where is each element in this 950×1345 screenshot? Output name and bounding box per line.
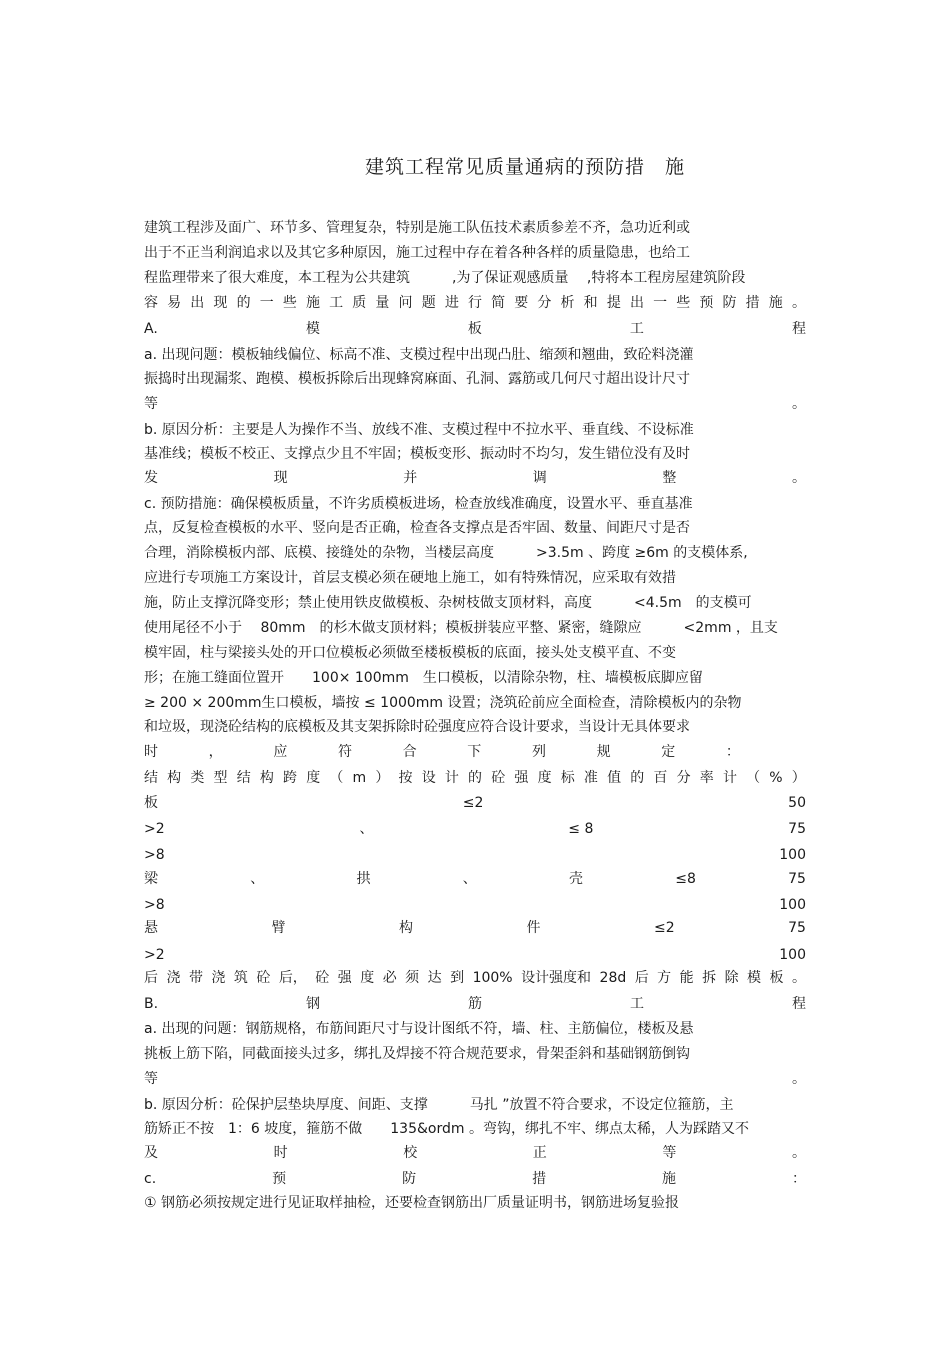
intro-line-4 <box>144 293 806 313</box>
text-token: 度 <box>306 770 321 786</box>
text-token: 下 <box>467 744 482 760</box>
section-b-heading <box>144 994 806 1014</box>
text-token: 浇 <box>166 970 181 986</box>
text-token: 后 <box>634 970 649 986</box>
table-row <box>144 895 806 915</box>
text-token: 。 <box>792 1071 806 1087</box>
text-token: ≤2 <box>462 795 484 811</box>
text-token: 标 <box>560 770 575 786</box>
text-token: 筋 <box>468 996 483 1012</box>
text-token: 类 <box>190 770 205 786</box>
bb-cause-end <box>144 1143 806 1163</box>
text-token: 进 <box>444 295 459 311</box>
c-measure-line-8: 形；在施工缝面位置开 100× 100mm 生口模板，以清除杂物，柱、墙模板底脚应留 <box>144 670 703 686</box>
text-token: >2 <box>144 821 165 837</box>
text-token: 计 <box>444 770 459 786</box>
c-measure-line-10: 和垃圾，现浇砼结构的底模板及其支架拆除时砼强度应符合设计要求，当设计无具体要求 <box>144 719 690 735</box>
a-problem-line-1: a. 出现问题：模板轴线偏位、标高不准、支模过程中出现凸肚、缩颈和翘曲，致砼料浇灌 <box>144 347 694 363</box>
text-token: 设计强度和 <box>521 970 592 986</box>
text-token: 100 <box>779 897 806 913</box>
text-token: 度 <box>360 970 375 986</box>
text-token: 预 <box>272 1171 287 1187</box>
text-token: （ <box>746 770 761 786</box>
text-token: 壳 <box>569 871 583 887</box>
text-token: 、 <box>359 821 374 837</box>
b-cause-end <box>144 468 806 488</box>
text-token: 防 <box>402 1171 417 1187</box>
text-token: 措 <box>532 1171 547 1187</box>
text-token: 列 <box>531 744 546 760</box>
table-row <box>144 869 806 889</box>
text-token: >2 <box>144 947 165 963</box>
text-token: 的 <box>236 295 251 311</box>
text-token: 及 <box>144 1145 158 1161</box>
a-problem-end <box>144 394 806 414</box>
text-token: 带 <box>188 970 203 986</box>
c-measure-line-4: 应进行专项施工方案设计，首层支模必须在硬地上施工，如有特殊情况，应采取有效措 <box>144 570 676 586</box>
text-token: 分 <box>676 770 691 786</box>
page-title: 建筑工程常见质量通病的预防措 施 <box>364 156 685 178</box>
text-token: 准 <box>583 770 598 786</box>
text-token: 量 <box>375 295 390 311</box>
c-measure-line-3: 合理，消除模板内部、底模、接缝处的杂物，当楼层高度 >3.5m 、跨度 ≥6m 的支模体系, <box>144 545 748 561</box>
text-token: 臂 <box>271 920 286 936</box>
text-token: 须 <box>405 970 420 986</box>
text-token: 砼 <box>315 970 330 986</box>
a-problem-line-2: 振捣时出现漏浆、跑模、模板拆除后出现蜂窝麻面、孔洞、露筋或几何尺寸超出设计尺寸 <box>144 371 690 387</box>
text-token: 整 <box>662 470 677 486</box>
text-token: 工 <box>329 295 344 311</box>
bc-measure-heading <box>144 1169 806 1189</box>
text-token: 钢 <box>306 996 321 1012</box>
text-token: 浇 <box>211 970 226 986</box>
text-token: 100% <box>472 970 513 986</box>
text-token: 易 <box>167 295 182 311</box>
section-a-heading <box>144 319 806 339</box>
text-token: 分 <box>537 295 552 311</box>
table-row <box>144 918 806 938</box>
text-token: 等 <box>144 396 158 412</box>
text-token: 结 <box>144 770 158 786</box>
intro-line-1: 建筑工程涉及面广、环节多、管理复杂，特别是施工队伍技术素质参差不齐，急功近利或 <box>144 220 690 236</box>
text-token: 75 <box>788 920 806 936</box>
text-token: A. <box>144 321 158 337</box>
text-token: ， <box>208 744 223 760</box>
c-measure-line-2: 点，反复检查模板的水平、竖向是否正确，检查各支撑点是否牢固、数量、间距尺寸是否 <box>144 520 690 536</box>
text-token: 、 <box>462 871 477 887</box>
ba-problem-end <box>144 1069 806 1089</box>
text-token: 时 <box>273 1145 288 1161</box>
text-token: 出 <box>629 295 644 311</box>
text-token: 构 <box>167 770 182 786</box>
text-token: 板 <box>769 970 784 986</box>
text-token: 计 <box>722 770 737 786</box>
text-token: 校 <box>403 1145 418 1161</box>
text-token: 出 <box>190 295 205 311</box>
text-token: m <box>352 770 367 786</box>
text-token: 题 <box>421 295 436 311</box>
text-token: 措 <box>745 295 760 311</box>
text-token: c. <box>144 1171 157 1187</box>
text-token: 悬 <box>144 920 158 936</box>
table-row <box>144 819 806 839</box>
table-row <box>144 793 806 813</box>
text-token: 拱 <box>356 871 371 887</box>
text-token: >8 <box>144 847 165 863</box>
bb-cause-line-2: 筋矫正不按 1：6 坡度，箍筋不做 135&ordm 。弯钩，绑扎不牢、绑点太稀，人为踩踏又不 <box>144 1121 749 1137</box>
text-token: 一 <box>653 295 668 311</box>
after-table-line <box>144 968 806 988</box>
text-token: 施 <box>662 1171 677 1187</box>
ba-problem-line-1: a. 出现的问题：钢筋规格，布筋间距尺寸与设计图纸不符，墙、柱、主筋偏位，楼板及悬 <box>144 1021 694 1037</box>
intro-line-3: 程监理带来了很大难度，本工程为公共建筑 ,为了保证观感质量 ,特将本工程房屋建筑阶段 <box>144 270 746 286</box>
text-token: 后， <box>278 970 307 986</box>
text-token: 一 <box>259 295 274 311</box>
text-token: 50 <box>788 795 806 811</box>
text-token: 发 <box>144 470 158 486</box>
text-token: 时 <box>144 744 158 760</box>
text-token: （ <box>329 770 344 786</box>
c-measure-line-9: ≥ 200 × 200mm生口模板，墙按 ≤ 1000mm 设置；浇筑砼前应全面检查，清除模板内的杂物 <box>144 695 742 711</box>
text-token: 的 <box>468 770 483 786</box>
text-token: ≤ 8 <box>568 821 594 837</box>
text-token: 后 <box>144 970 158 986</box>
table-header <box>144 768 806 788</box>
text-token: 。 <box>791 1145 806 1161</box>
text-token: ≤8 <box>675 871 696 887</box>
text-token: 强 <box>514 770 529 786</box>
text-token: 强 <box>337 970 352 986</box>
text-token: 板 <box>144 795 158 811</box>
text-token: 梁 <box>144 871 158 887</box>
text-token: 砼 <box>491 770 506 786</box>
text-token: 施 <box>305 295 320 311</box>
text-token: % <box>769 770 783 786</box>
c-measure-line-5: 施，防止支撑沉降变形；禁止使用铁皮做模板、杂树枝做支顶材料，高度 <4.5m 的支模可 <box>144 595 752 611</box>
text-token: 75 <box>788 821 806 837</box>
text-token: 构 <box>259 770 274 786</box>
text-token: 简 <box>491 295 506 311</box>
bc-measure-line-1: ① 钢筋必须按规定进行见证取样抽检，还要检查钢筋出厂质量证明书，钢筋进场复验报 <box>144 1195 679 1211</box>
text-token: 方 <box>657 970 672 986</box>
b-cause-line-1: b. 原因分析：主要是人为操作不当、放线不准、支模过程中不拉水平、垂直线、不设标准 <box>144 422 694 438</box>
text-token: 模 <box>305 321 320 337</box>
text-token: 。 <box>791 295 806 311</box>
text-token: 型 <box>213 770 228 786</box>
text-token: 和 <box>583 295 598 311</box>
text-token: 拆 <box>702 970 717 986</box>
text-token: 容 <box>144 295 158 311</box>
text-token: 预 <box>699 295 714 311</box>
text-token: 析 <box>560 295 575 311</box>
text-token: ≤2 <box>654 920 675 936</box>
text-token: 行 <box>467 295 482 311</box>
c-measure-line-1: c. 预防措施：确保模板质量，不许劣质模板进场，检查放线准确度，设置水平、垂直基准 <box>144 496 693 512</box>
text-token: 模 <box>747 970 762 986</box>
text-token: 些 <box>282 295 297 311</box>
text-token: 。 <box>791 470 806 486</box>
text-token: ： <box>725 744 740 760</box>
text-token: 。 <box>791 970 806 986</box>
b-cause-line-2: 基准线；模板不校正、支撑点少且不牢固；模板变形、振动时不均匀，发生错位没有及时 <box>144 446 690 462</box>
text-token: B. <box>144 996 159 1012</box>
text-token: 率 <box>699 770 714 786</box>
text-token: ） <box>791 770 806 786</box>
text-token: 问 <box>398 295 413 311</box>
text-token: 到 <box>450 970 465 986</box>
text-token: 100 <box>779 847 806 863</box>
text-token: 的 <box>630 770 645 786</box>
text-token: 防 <box>722 295 737 311</box>
text-token: 现 <box>213 295 228 311</box>
text-token: 28d <box>599 970 627 986</box>
text-token: 100 <box>779 947 806 963</box>
text-token: 施 <box>768 295 783 311</box>
text-token: 程 <box>792 996 806 1012</box>
text-token: 规 <box>596 744 611 760</box>
text-token: >8 <box>144 897 165 913</box>
bb-cause-line-1: b. 原因分析：砼保护层垫块厚度、间距、支撑 马扎 ”放置不符合要求，不设定位箍筋，主 <box>144 1097 734 1113</box>
text-token: 达 <box>427 970 442 986</box>
text-token: 。 <box>792 396 806 412</box>
c-measure-line-7: 模牢固，柱与梁接头处的开口位模板必须做至楼板模板的底面，接头处支模平直、不变 <box>144 645 676 661</box>
text-token: 百 <box>653 770 668 786</box>
text-token: 提 <box>606 295 621 311</box>
text-token: 除 <box>724 970 739 986</box>
text-token: 调 <box>532 470 547 486</box>
text-token: 等 <box>662 1145 677 1161</box>
text-token: 设 <box>421 770 436 786</box>
text-token: 定 <box>661 744 676 760</box>
ba-problem-line-2: 挑板上筋下陷，同截面接头过多，绑扎及焊接不符合规范要求，骨架歪斜和基础钢筋倒钩 <box>144 1046 690 1062</box>
text-token: 砼 <box>256 970 271 986</box>
text-token: 合 <box>402 744 417 760</box>
text-token: 些 <box>676 295 691 311</box>
text-token: 工 <box>630 996 645 1012</box>
text-token: 正 <box>532 1145 547 1161</box>
text-token: 程 <box>791 321 806 337</box>
text-token: ： <box>792 1171 806 1187</box>
text-token: 度 <box>537 770 552 786</box>
text-token: 要 <box>514 295 529 311</box>
text-token: 能 <box>679 970 694 986</box>
text-token: 符 <box>337 744 352 760</box>
c-measure-end <box>144 742 740 762</box>
intro-line-2: 出于不正当利润追求以及其它多种原因，施工过程中存在着各种各样的质量隐患，也给工 <box>144 245 690 261</box>
text-token: 板 <box>467 321 482 337</box>
text-token: 结 <box>236 770 251 786</box>
text-token: 应 <box>273 744 288 760</box>
table-row <box>144 945 806 965</box>
text-token: 质 <box>352 295 367 311</box>
text-token: 并 <box>403 470 418 486</box>
text-token: 跨 <box>283 770 298 786</box>
table-row <box>144 845 806 865</box>
text-token: 现 <box>273 470 288 486</box>
text-token: 工 <box>629 321 644 337</box>
text-token: 按 <box>398 770 413 786</box>
c-measure-line-6: 使用尾径不小于 80mm 的杉木做支顶材料；模板拼装应平整、紧密，缝隙应 <2mm ，且支 <box>144 620 778 636</box>
text-token: 75 <box>788 871 806 887</box>
text-token: 构 <box>399 920 413 936</box>
text-token: 等 <box>144 1071 158 1087</box>
text-token: 、 <box>250 871 265 887</box>
text-token: ） <box>375 770 390 786</box>
text-token: 必 <box>382 970 397 986</box>
text-token: 件 <box>526 920 541 936</box>
text-token: 筑 <box>233 970 248 986</box>
text-token: 值 <box>607 770 622 786</box>
